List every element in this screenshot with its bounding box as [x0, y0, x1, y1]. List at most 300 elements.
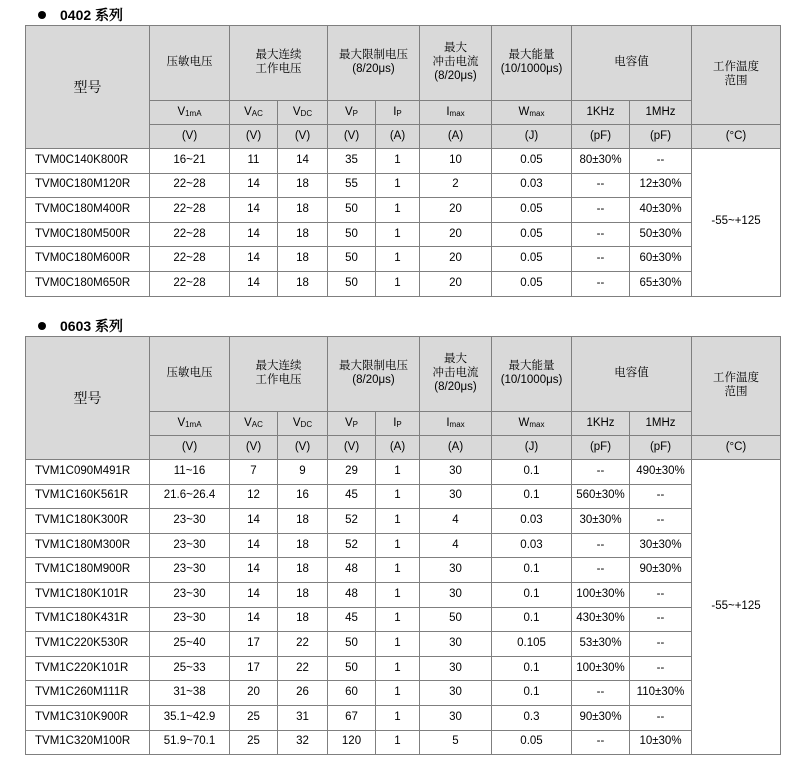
symbol-ip	[393, 417, 402, 429]
value-cell: 1	[376, 607, 420, 632]
value-cell: 55	[328, 173, 376, 198]
model-cell: TVM1C090M491R	[26, 460, 150, 485]
value-cell: 0.1	[492, 607, 572, 632]
header-max-clamping-voltage	[328, 337, 420, 412]
symbol-wmax	[519, 417, 545, 429]
symbol-v1ma-sub: 1mA	[185, 419, 202, 429]
value-cell: 18	[278, 509, 328, 534]
value-cell: 14	[230, 509, 278, 534]
header-max-energy	[492, 26, 572, 101]
header-max-surge-current-line: 最大	[444, 353, 467, 366]
unit-cell: (V)	[278, 436, 328, 460]
table-row	[26, 484, 781, 509]
unit-cell: (V)	[230, 125, 278, 149]
temp-range-cell: -55~+125	[692, 460, 781, 755]
value-cell: 14	[230, 271, 278, 296]
model-cell: TVM0C180M120R	[26, 173, 150, 198]
header-max-clamping-voltage-line: (8/20μs)	[352, 63, 395, 75]
value-cell: 18	[278, 582, 328, 607]
table-row	[26, 730, 781, 755]
value-cell: --	[630, 509, 692, 534]
model-cell: TVM1C180M300R	[26, 533, 150, 558]
value-cell: --	[630, 656, 692, 681]
value-cell: 32	[278, 730, 328, 755]
symbol-wmax-main: W	[518, 105, 530, 118]
value-cell: 22	[278, 656, 328, 681]
header-max-surge-current-line: 冲击电流	[432, 367, 479, 380]
symbol-v1ma-main: V	[177, 105, 186, 118]
value-cell: 1	[376, 460, 420, 485]
header-operating-temp-line: 工作温度	[713, 372, 759, 385]
table-row	[26, 558, 781, 583]
symbol-wmax	[519, 106, 545, 118]
header-max-energy	[492, 337, 572, 412]
value-cell: 1	[376, 173, 420, 198]
table-row	[26, 509, 781, 534]
bullet-icon	[38, 322, 46, 330]
value-cell: 0.05	[492, 149, 572, 174]
symbol-1mhz: 1MHz	[630, 412, 692, 436]
value-cell: 20	[420, 271, 492, 296]
model-cell: TVM0C180M650R	[26, 271, 150, 296]
header-max-surge-current	[420, 26, 492, 101]
header-max-continuous-voltage	[230, 337, 328, 412]
value-cell: 30	[420, 656, 492, 681]
symbol-vp-main: V	[344, 416, 353, 429]
value-cell: 0.05	[492, 730, 572, 755]
header-max-clamping-voltage-line: 最大限制电压	[339, 49, 408, 62]
model-cell: TVM0C180M600R	[26, 247, 150, 272]
spec-table	[25, 336, 781, 755]
symbol-wmax-main: W	[518, 416, 530, 429]
value-cell: 0.05	[492, 247, 572, 272]
unit-cell: (pF)	[630, 436, 692, 460]
symbol-vac-sub: AC	[251, 108, 263, 118]
model-cell: TVM1C180K101R	[26, 582, 150, 607]
header-max-surge-current-line: 冲击电流	[432, 56, 479, 69]
symbol-v1ma-sub: 1mA	[185, 108, 202, 118]
symbol-vac-main: V	[244, 105, 252, 118]
value-cell: 0.105	[492, 632, 572, 657]
symbol-vdc-cell	[278, 101, 328, 125]
value-cell: 16	[278, 484, 328, 509]
symbol-1khz: 1KHz	[572, 412, 630, 436]
table-row	[26, 222, 781, 247]
value-cell: 18	[278, 271, 328, 296]
header-row	[26, 26, 781, 101]
symbol-wmax-cell	[492, 101, 572, 125]
value-cell: 2	[420, 173, 492, 198]
value-cell: 23~30	[150, 607, 230, 632]
value-cell: 25	[230, 705, 278, 730]
value-cell: 0.03	[492, 509, 572, 534]
value-cell: 10	[420, 149, 492, 174]
unit-cell: (J)	[492, 125, 572, 149]
value-cell: 0.1	[492, 656, 572, 681]
value-cell: 18	[278, 607, 328, 632]
value-cell: 30	[420, 558, 492, 583]
value-cell: 18	[278, 198, 328, 223]
value-cell: 1	[376, 533, 420, 558]
value-cell: 0.05	[492, 222, 572, 247]
header-max-continuous-voltage-line: 最大连续	[255, 360, 302, 373]
value-cell: --	[572, 558, 630, 583]
symbol-vac	[244, 106, 263, 118]
value-cell: 0.3	[492, 705, 572, 730]
value-cell: 25~40	[150, 632, 230, 657]
value-cell: --	[630, 705, 692, 730]
value-cell: 50	[328, 222, 376, 247]
value-cell: 1	[376, 149, 420, 174]
symbol-1khz: 1KHz	[572, 101, 630, 125]
symbol-1mhz: 1MHz	[630, 101, 692, 125]
value-cell: 50	[328, 247, 376, 272]
value-cell: 18	[278, 558, 328, 583]
value-cell: 21.6~26.4	[150, 484, 230, 509]
header-max-continuous-voltage-line: 最大连续	[255, 49, 302, 62]
value-cell: 18	[278, 533, 328, 558]
header-max-surge-current	[420, 337, 492, 412]
symbol-wmax-sub: max	[529, 419, 545, 429]
value-cell: 14	[230, 558, 278, 583]
unit-cell: (V)	[278, 125, 328, 149]
unit-cell: (A)	[376, 125, 420, 149]
value-cell: 0.05	[492, 271, 572, 296]
value-cell: 23~30	[150, 533, 230, 558]
symbol-vac-cell	[230, 101, 278, 125]
value-cell: 0.03	[492, 173, 572, 198]
table-header	[26, 26, 781, 149]
header-max-clamping-voltage-line: (8/20μs)	[352, 374, 395, 386]
model-cell: TVM1C180M900R	[26, 558, 150, 583]
value-cell: 20	[230, 681, 278, 706]
header-max-continuous-voltage	[230, 26, 328, 101]
header-operating-temp-line: 范围	[724, 75, 748, 87]
value-cell: 22~28	[150, 222, 230, 247]
value-cell: 40±30%	[630, 198, 692, 223]
value-cell: 1	[376, 705, 420, 730]
symbol-vp	[345, 106, 358, 118]
bullet-icon	[38, 11, 46, 19]
value-cell: 22~28	[150, 173, 230, 198]
value-cell: 0.1	[492, 681, 572, 706]
header-max-continuous-voltage-line: 工作电压	[255, 63, 302, 75]
header-operating-temp-line: 范围	[724, 386, 748, 398]
symbol-vdc-sub: DC	[300, 419, 313, 429]
model-cell: TVM1C180K431R	[26, 607, 150, 632]
symbol-v1ma	[177, 106, 201, 118]
symbol-ip-cell	[376, 412, 420, 436]
header-capacitance: 电容值	[572, 337, 692, 412]
value-cell: 23~30	[150, 558, 230, 583]
value-cell: --	[572, 730, 630, 755]
value-cell: 45	[328, 484, 376, 509]
value-cell: 11~16	[150, 460, 230, 485]
table-row	[26, 460, 781, 485]
value-cell: 50±30%	[630, 222, 692, 247]
value-cell: 10±30%	[630, 730, 692, 755]
value-cell: 26	[278, 681, 328, 706]
model-cell: TVM1C160K561R	[26, 484, 150, 509]
value-cell: --	[572, 198, 630, 223]
symbol-vdc	[293, 106, 312, 118]
symbol-vac	[244, 417, 263, 429]
header-operating-temp	[692, 26, 781, 125]
value-cell: 0.1	[492, 582, 572, 607]
table-body	[26, 149, 781, 297]
value-cell: 14	[230, 198, 278, 223]
value-cell: 14	[230, 582, 278, 607]
header-max-continuous-voltage-line: 工作电压	[255, 374, 302, 386]
header-row	[26, 337, 781, 412]
section-title	[38, 6, 123, 24]
symbol-imax-cell	[420, 412, 492, 436]
value-cell: 1	[376, 222, 420, 247]
header-max-surge-current-line: (8/20μs)	[434, 380, 477, 393]
value-cell: 25	[230, 730, 278, 755]
value-cell: 14	[230, 533, 278, 558]
symbol-v1ma-cell	[150, 412, 230, 436]
value-cell: 22~28	[150, 271, 230, 296]
value-cell: 1	[376, 198, 420, 223]
symbol-wmax-sub: max	[529, 108, 545, 118]
model-cell: TVM0C140K800R	[26, 149, 150, 174]
value-cell: 29	[328, 460, 376, 485]
symbol-ip	[393, 106, 402, 118]
symbol-ip-cell	[376, 101, 420, 125]
model-cell: TVM0C180M400R	[26, 198, 150, 223]
value-cell: 1	[376, 681, 420, 706]
header-max-energy-line: (10/1000μs)	[500, 374, 563, 386]
value-cell: 20	[420, 198, 492, 223]
value-cell: 7	[230, 460, 278, 485]
symbol-vp-sub: P	[352, 419, 358, 429]
value-cell: 65±30%	[630, 271, 692, 296]
value-cell: 1	[376, 558, 420, 583]
symbol-vdc-sub: DC	[300, 108, 313, 118]
spec-table	[25, 25, 781, 297]
value-cell: 22~28	[150, 198, 230, 223]
header-varistor-voltage: 压敏电压	[150, 26, 230, 101]
symbol-ip-sub: P	[396, 419, 402, 429]
value-cell: 4	[420, 509, 492, 534]
value-cell: 30±30%	[572, 509, 630, 534]
unit-cell: (V)	[328, 436, 376, 460]
value-cell: 60±30%	[630, 247, 692, 272]
model-cell: TVM1C220K530R	[26, 632, 150, 657]
table-row	[26, 149, 781, 174]
model-cell: TVM1C310K900R	[26, 705, 150, 730]
value-cell: 1	[376, 656, 420, 681]
model-cell: TVM1C180K300R	[26, 509, 150, 534]
unit-cell: (A)	[420, 436, 492, 460]
value-cell: 35.1~42.9	[150, 705, 230, 730]
value-cell: 1	[376, 582, 420, 607]
unit-cell: (J)	[492, 436, 572, 460]
table-row	[26, 271, 781, 296]
value-cell: 23~30	[150, 582, 230, 607]
value-cell: 52	[328, 509, 376, 534]
value-cell: 11	[230, 149, 278, 174]
value-cell: --	[572, 681, 630, 706]
model-cell: TVM1C220K101R	[26, 656, 150, 681]
header-capacitance: 电容值	[572, 26, 692, 101]
value-cell: 12	[230, 484, 278, 509]
value-cell: 30	[420, 681, 492, 706]
value-cell: 0.03	[492, 533, 572, 558]
value-cell: 0.05	[492, 198, 572, 223]
value-cell: 51.9~70.1	[150, 730, 230, 755]
value-cell: 30	[420, 632, 492, 657]
table-row	[26, 173, 781, 198]
value-cell: 20	[420, 222, 492, 247]
value-cell: 1	[376, 247, 420, 272]
value-cell: 14	[230, 607, 278, 632]
value-cell: 31~38	[150, 681, 230, 706]
temp-unit: (°C)	[692, 125, 781, 149]
symbol-vp-cell	[328, 412, 376, 436]
symbol-ip-main: I	[393, 105, 397, 118]
table-header	[26, 337, 781, 460]
value-cell: 18	[278, 173, 328, 198]
symbol-vp-main: V	[344, 105, 353, 118]
header-max-surge-current-line: (8/20μs)	[434, 69, 477, 82]
value-cell: 14	[230, 173, 278, 198]
symbol-vac-cell	[230, 412, 278, 436]
value-cell: 5	[420, 730, 492, 755]
table-row	[26, 247, 781, 272]
value-cell: 12±30%	[630, 173, 692, 198]
value-cell: 30	[420, 484, 492, 509]
symbol-ip-sub: P	[396, 108, 402, 118]
table-row	[26, 705, 781, 730]
value-cell: 14	[278, 149, 328, 174]
symbol-ip-main: I	[393, 416, 397, 429]
symbol-imax	[446, 417, 464, 429]
symbol-vdc-main: V	[292, 416, 301, 429]
value-cell: 90±30%	[630, 558, 692, 583]
value-cell: 100±30%	[572, 656, 630, 681]
unit-cell: (A)	[420, 125, 492, 149]
value-cell: 20	[420, 247, 492, 272]
unit-cell: (V)	[230, 436, 278, 460]
value-cell: --	[572, 460, 630, 485]
value-cell: 90±30%	[572, 705, 630, 730]
value-cell: 22~28	[150, 247, 230, 272]
symbol-v1ma-main: V	[177, 416, 186, 429]
value-cell: 0.1	[492, 558, 572, 583]
header-max-energy-line: 最大能量	[508, 360, 555, 373]
value-cell: 9	[278, 460, 328, 485]
value-cell: --	[572, 173, 630, 198]
unit-cell: (V)	[328, 125, 376, 149]
value-cell: 1	[376, 509, 420, 534]
unit-cell: (pF)	[572, 125, 630, 149]
value-cell: 1	[376, 271, 420, 296]
value-cell: --	[572, 271, 630, 296]
temp-range-cell: -55~+125	[692, 149, 781, 297]
value-cell: --	[630, 582, 692, 607]
symbol-imax-sub: max	[449, 108, 465, 118]
value-cell: 52	[328, 533, 376, 558]
model-cell: TVM1C260M111R	[26, 681, 150, 706]
value-cell: 45	[328, 607, 376, 632]
table-row	[26, 198, 781, 223]
unit-cell: (A)	[376, 436, 420, 460]
symbol-imax	[446, 106, 464, 118]
value-cell: 17	[230, 632, 278, 657]
temp-unit: (°C)	[692, 436, 781, 460]
symbol-imax-sub: max	[449, 419, 465, 429]
symbol-vdc	[293, 417, 312, 429]
value-cell: 30±30%	[630, 533, 692, 558]
value-cell: 31	[278, 705, 328, 730]
value-cell: 60	[328, 681, 376, 706]
value-cell: 53±30%	[572, 632, 630, 657]
header-max-surge-current-line: 最大	[444, 42, 467, 55]
symbol-v1ma-cell	[150, 101, 230, 125]
header-max-energy-line: (10/1000μs)	[500, 63, 563, 75]
section-title	[38, 317, 123, 335]
value-cell: 30	[420, 582, 492, 607]
value-cell: --	[630, 149, 692, 174]
value-cell: --	[572, 247, 630, 272]
value-cell: 14	[230, 247, 278, 272]
table-row	[26, 533, 781, 558]
unit-cell: (pF)	[572, 436, 630, 460]
header-max-clamping-voltage-line: 最大限制电压	[339, 360, 408, 373]
symbol-vp-sub: P	[352, 108, 358, 118]
symbol-vac-sub: AC	[251, 419, 263, 429]
symbol-vp-cell	[328, 101, 376, 125]
value-cell: 50	[328, 656, 376, 681]
value-cell: 50	[328, 632, 376, 657]
header-model: 型号	[26, 337, 150, 460]
value-cell: 430±30%	[572, 607, 630, 632]
value-cell: 1	[376, 730, 420, 755]
value-cell: 1	[376, 484, 420, 509]
header-varistor-voltage: 压敏电压	[150, 337, 230, 412]
symbol-imax-main: I	[446, 105, 450, 118]
value-cell: 14	[230, 222, 278, 247]
value-cell: 17	[230, 656, 278, 681]
model-cell: TVM1C320M100R	[26, 730, 150, 755]
value-cell: 4	[420, 533, 492, 558]
symbol-vac-main: V	[244, 416, 252, 429]
unit-cell: (V)	[150, 436, 230, 460]
value-cell: 18	[278, 247, 328, 272]
header-model: 型号	[26, 26, 150, 149]
value-cell: 100±30%	[572, 582, 630, 607]
table-row	[26, 607, 781, 632]
value-cell: --	[630, 607, 692, 632]
value-cell: 25~33	[150, 656, 230, 681]
value-cell: 48	[328, 582, 376, 607]
value-cell: 16~21	[150, 149, 230, 174]
value-cell: 50	[328, 271, 376, 296]
symbol-wmax-cell	[492, 412, 572, 436]
table-row	[26, 632, 781, 657]
value-cell: 0.1	[492, 484, 572, 509]
value-cell: 490±30%	[630, 460, 692, 485]
header-operating-temp-line: 工作温度	[713, 61, 759, 74]
value-cell: --	[630, 632, 692, 657]
symbol-imax-main: I	[446, 416, 450, 429]
value-cell: 560±30%	[572, 484, 630, 509]
value-cell: 30	[420, 705, 492, 730]
value-cell: --	[630, 484, 692, 509]
table-row	[26, 681, 781, 706]
